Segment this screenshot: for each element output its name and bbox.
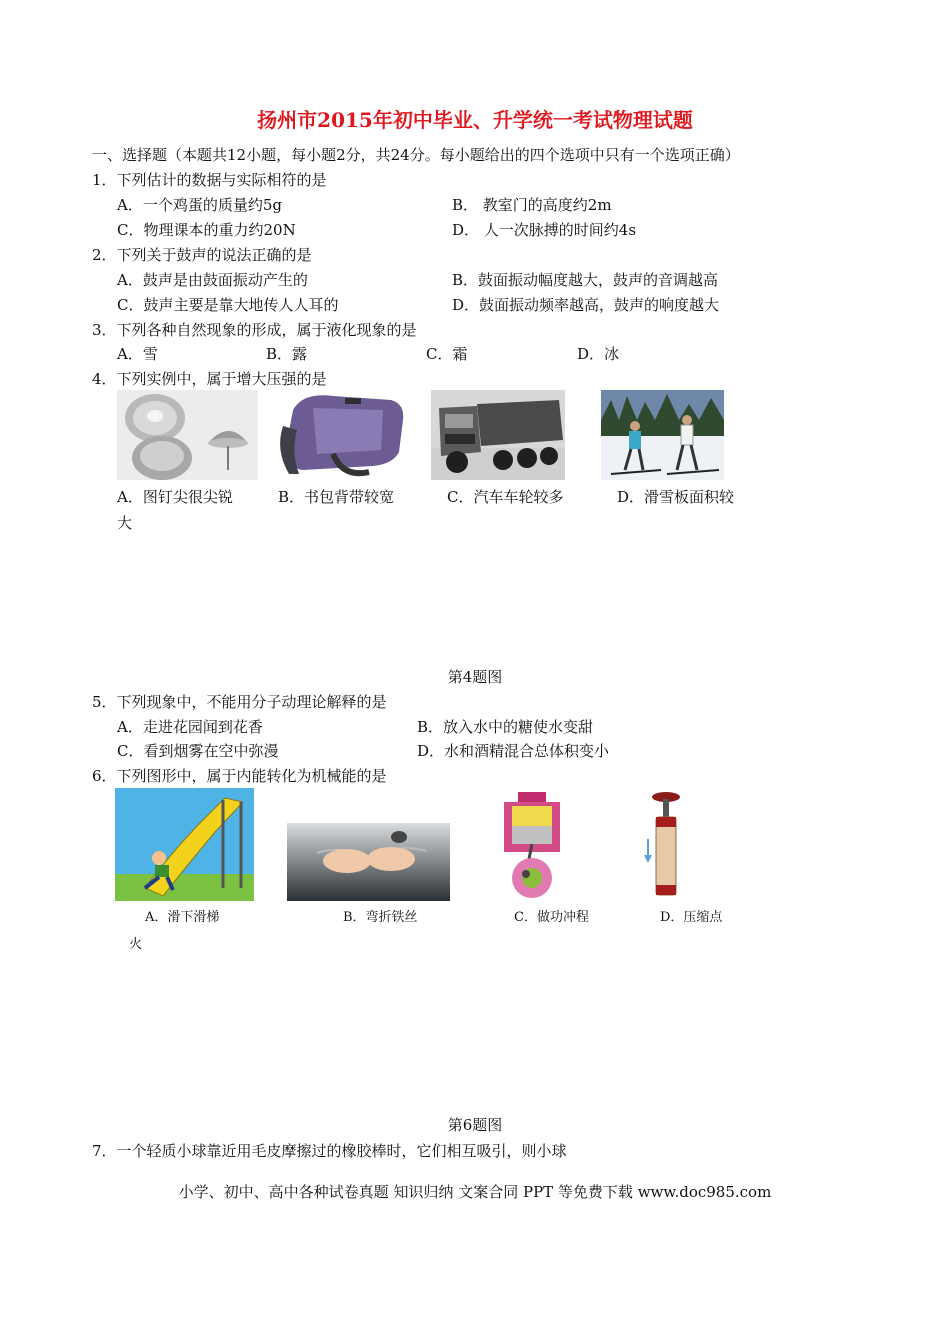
q4-option-a-wrap: 大 bbox=[117, 514, 133, 532]
q2-stem: 2．下列关于鼓声的说法正确的是 bbox=[92, 246, 312, 264]
q2-option-b: B．鼓面振动幅度越大，鼓声的音调越高 bbox=[452, 271, 719, 289]
q6-caption: 第6题图 bbox=[447, 1116, 503, 1134]
thumbtack-icon bbox=[117, 390, 258, 480]
q6-option-c: C．做功冲程 bbox=[514, 910, 589, 925]
q6-stem: 6．下列图形中，属于内能转化为机械能的是 bbox=[92, 767, 387, 785]
section-heading: 一、选择题（本题共12小题，每小题2分，共24分。每小题给出的四个选项中只有一个选项正确） bbox=[92, 146, 740, 164]
q3-option-b: B．露 bbox=[266, 345, 308, 363]
q2-option-d: D．鼓面振动频率越高，鼓声的响度越大 bbox=[452, 296, 720, 314]
q6-option-a-wrap: 火 bbox=[129, 937, 143, 952]
q5-option-b: B．放入水中的糖使水变甜 bbox=[417, 718, 594, 736]
q5-option-c: C．看到烟雾在空中弥漫 bbox=[117, 742, 279, 760]
q4-option-c: C．汽车车轮较多 bbox=[447, 488, 564, 506]
q5-stem: 5．下列现象中，不能用分子动理论解释的是 bbox=[92, 693, 387, 711]
q4-option-b: B．书包背带较宽 bbox=[278, 488, 395, 506]
q1-stem: 1．下列估计的数据与实际相符的是 bbox=[92, 171, 327, 189]
q1-option-c: C．物理课本的重力约20N bbox=[117, 221, 296, 239]
backpack-icon bbox=[273, 390, 410, 480]
q2-option-a: A．鼓声是由鼓面振动产生的 bbox=[117, 271, 308, 289]
page-footer: 小学、初中、高中各种试卷真题 知识归纳 文案合同 PPT 等免费下载 www.doc985.com bbox=[178, 1183, 772, 1201]
q4-stem: 4．下列实例中，属于增大压强的是 bbox=[92, 370, 327, 388]
q1-option-d: D． 人一次脉搏的时间约4s bbox=[452, 221, 637, 239]
q6-option-b: B．弯折铁丝 bbox=[343, 910, 418, 925]
q3-stem: 3．下列各种自然现象的形成，属于液化现象的是 bbox=[92, 321, 417, 339]
engine-stroke-icon bbox=[496, 790, 568, 901]
slide-icon bbox=[115, 788, 254, 901]
q3-option-a: A．雪 bbox=[117, 345, 158, 363]
bending-wire-icon bbox=[287, 823, 450, 901]
q4-option-a: A．图钉尖很尖锐 bbox=[117, 488, 233, 506]
skiers-icon bbox=[601, 390, 724, 480]
q1-option-a: A．一个鸡蛋的质量约5g bbox=[117, 196, 282, 214]
q3-option-d: D．冰 bbox=[577, 345, 620, 363]
q2-option-c: C．鼓声主要是靠大地传人人耳的 bbox=[117, 296, 339, 314]
fire-piston-icon bbox=[634, 789, 699, 901]
truck-icon bbox=[431, 390, 565, 480]
q4-option-d: D．滑雪板面积较 bbox=[617, 488, 735, 506]
q5-option-d: D．水和酒精混合总体积变小 bbox=[417, 742, 610, 760]
q6-option-d: D．压缩点 bbox=[660, 910, 723, 925]
page-title: 扬州市2015年初中毕业、升学统一考试物理试题 bbox=[257, 108, 693, 132]
q5-option-a: A．走进花园闻到花香 bbox=[117, 718, 263, 736]
q1-option-b: B． 教室门的高度约2m bbox=[452, 196, 612, 214]
q6-option-a: A．滑下滑梯 bbox=[145, 910, 220, 925]
q4-caption: 第4题图 bbox=[447, 668, 503, 686]
q7-stem: 7．一个轻质小球靠近用毛皮摩擦过的橡胶棒时，它们相互吸引，则小球 bbox=[92, 1142, 567, 1160]
q3-option-c: C．霜 bbox=[426, 345, 468, 363]
